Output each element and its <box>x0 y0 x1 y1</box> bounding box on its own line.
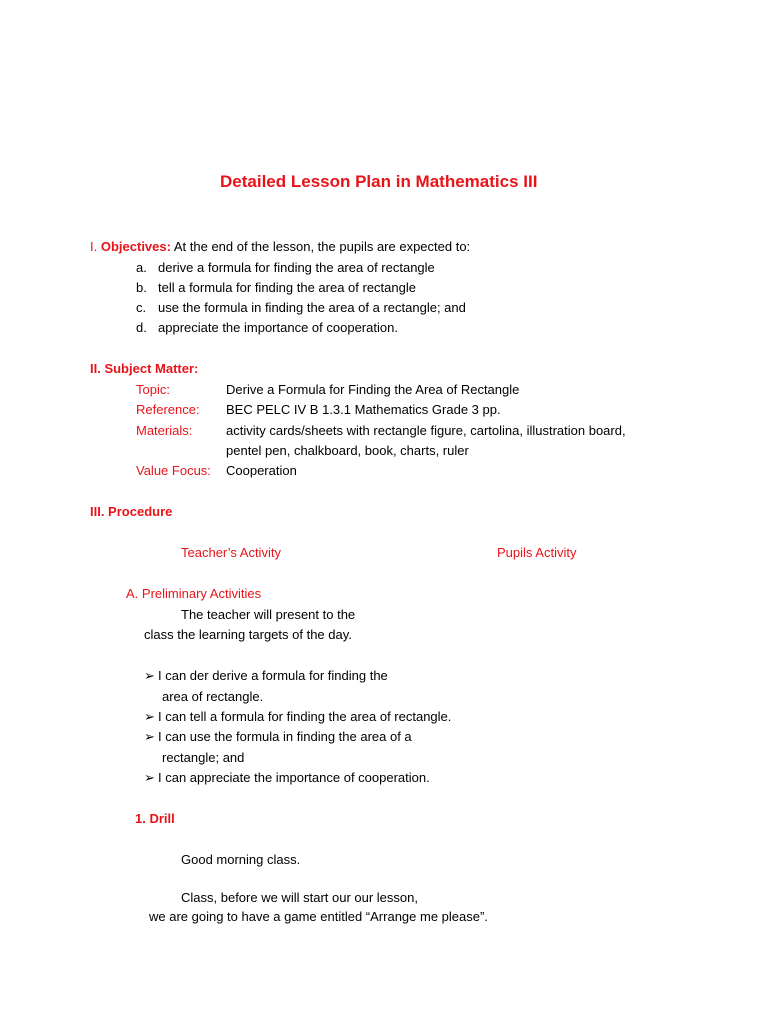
target-bullet <box>144 668 388 684</box>
subject-value-materials: activity cards/sheets with rectangle figure, cartolina, illustration board, <box>226 423 626 438</box>
objective-item-marker: b. <box>136 280 147 295</box>
page-title: Detailed Lesson Plan in Mathematics III <box>220 172 538 191</box>
subject-label-materials: Materials: <box>136 423 193 438</box>
target-text-cont: rectangle; and <box>162 750 245 765</box>
procedure-intro-line: The teacher will present to the <box>181 607 356 622</box>
arrow-bullet-icon: ➢ <box>144 770 155 785</box>
target-text: I can appreciate the importance of cooperation. <box>158 770 430 785</box>
procedure-heading: III. Procedure <box>90 504 173 519</box>
arrow-bullet-icon: ➢ <box>144 709 155 724</box>
target-text-cont: area of rectangle. <box>162 689 264 704</box>
objectives-numeral: I. <box>90 239 98 254</box>
arrow-bullet-icon: ➢ <box>144 729 155 744</box>
game-intro-line: we are going to have a game entitled “Arrange me please”. <box>149 909 488 924</box>
objective-item-text: tell a formula for finding the area of rectangle <box>158 280 416 295</box>
subject-value-reference: BEC PELC IV B 1.3.1 Mathematics Grade 3 pp. <box>226 402 501 417</box>
subject-matter-heading: II. Subject Matter: <box>90 361 199 376</box>
target-text: I can der derive a formula for finding the <box>158 668 388 683</box>
subject-value-materials-cont: pentel pen, chalkboard, book, charts, ruler <box>226 443 469 458</box>
objectives-heading: Objectives: <box>100 239 171 254</box>
procedure-intro-line: class the learning targets of the day. <box>144 627 352 642</box>
subject-value-topic: Derive a Formula for Finding the Area of Rectangle <box>226 382 520 397</box>
greeting-line: Good morning class. <box>181 852 301 867</box>
subject-value-value-focus: Cooperation <box>226 463 297 478</box>
game-intro-line: Class, before we will start our our lesson, <box>181 890 418 905</box>
objective-item-marker: a. <box>136 260 147 275</box>
subject-label-topic: Topic: <box>136 382 170 397</box>
objective-item-text: appreciate the importance of cooperation. <box>158 320 398 335</box>
objectives-intro: At the end of the lesson, the pupils are expected to: <box>173 239 471 254</box>
subject-label-value-focus: Value Focus: <box>136 463 211 478</box>
objective-item-text: use the formula in finding the area of a rectangle; and <box>158 300 466 315</box>
section-a-heading: A. Preliminary Activities <box>126 586 262 601</box>
target-bullet <box>144 709 451 725</box>
teacher-activity-column-header: Teacher’s Activity <box>181 545 281 560</box>
target-text: I can tell a formula for finding the area of rectangle. <box>158 709 452 724</box>
subject-label-reference: Reference: <box>136 402 200 417</box>
target-bullet <box>144 770 430 786</box>
objectives-heading-line <box>90 239 470 255</box>
pupils-activity-column-header: Pupils Activity <box>497 545 577 560</box>
objective-item-marker: d. <box>136 320 147 335</box>
target-bullet <box>144 729 412 745</box>
objective-item-text: derive a formula for finding the area of rectangle <box>158 260 435 275</box>
target-text: I can use the formula in finding the area of a <box>158 729 412 744</box>
drill-heading: 1. Drill <box>135 811 175 826</box>
objective-item-marker: c. <box>136 300 147 315</box>
arrow-bullet-icon: ➢ <box>144 668 155 683</box>
